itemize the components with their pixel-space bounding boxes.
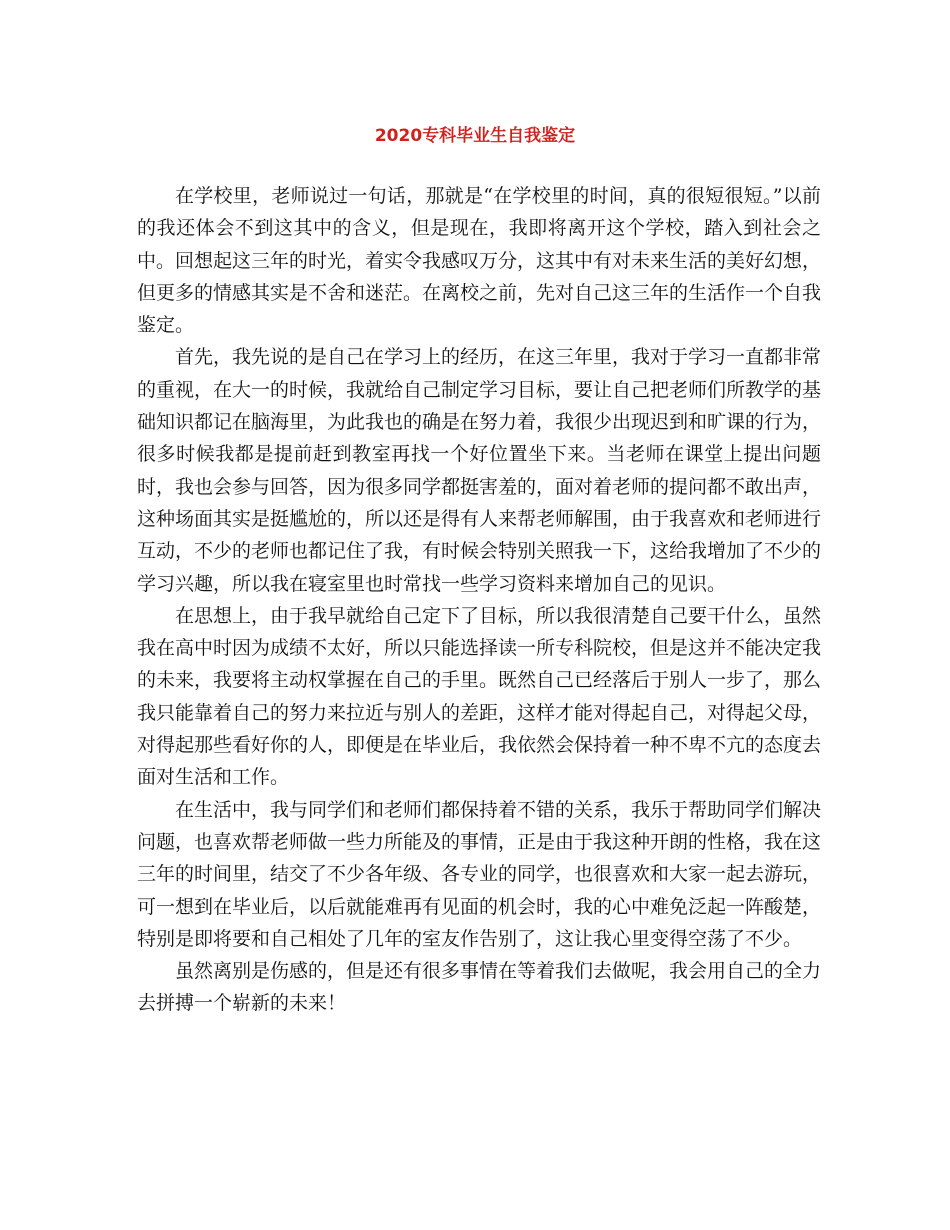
document-title: 2020专科毕业生自我鉴定 [374, 126, 576, 146]
document-body [137, 180, 821, 1020]
paragraph-intro: 在学校里，老师说过一句话，那就是“在学校里的时间，真的很短很短。”以前的我还体会不到这其中的含义，但是现在，我即将离开这个学校，踏入到社会之中。回想起这三年的时光，着实令我感叹万分，这其中有对未来生活的美好幻想，但更多的情感其实是不舍和迷茫。在离校之前，先对自己这三年的生活作一个自我鉴定。 [137, 185, 822, 337]
paragraph-conclusion: 虽然离别是伤感的，但是还有很多事情在等着我们去做呢，我会用自己的全力去拼搏一个崭新的未来！ [137, 960, 822, 1015]
paragraph-life: 在生活中，我与同学们和老师们都保持着不错的关系，我乐于帮助同学们解决问题，也喜欢帮老师做一些力所能及的事情，正是由于我这种开朗的性格，我在这三年的时间里，结交了不少各年级、各专业的同学，也很喜欢和大家一起去游玩，可一想到在毕业后，以后就能难再有见面的机会时，我的心中难免泛起一阵酸楚，特别是即将要和自己相处了几年的室友作告别了，这让我心里变得空荡了不少。 [137, 798, 822, 950]
paragraph-study: 首先，我先说的是自己在学习上的经历，在这三年里，我对于学习一直都非常的重视，在大一的时候，我就给自己制定学习目标，要让自己把老师们所教学的基础知识都记在脑海里，为此我也的确是在努力着，我很少出现迟到和旷课的行为，很多时候我都是提前赶到教室再找一个好位置坐下来。当老师在课堂上提出问题时，我也会参与回答，因为很多同学都挺害羞的，面对着老师的提问都不敢出声，这种场面其实是挺尴尬的，所以还是得有人来帮老师解围，由于我喜欢和老师进行互动，不少的老师也都记住了我，有时候会特别关照我一下，这给我增加了不少的学习兴趣，所以我在寝室里也时常找一些学习资料来增加自己的见识。 [137, 346, 822, 595]
paragraph-thought: 在思想上，由于我早就给自己定下了目标，所以我很清楚自己要干什么，虽然我在高中时因为成绩不太好，所以只能选择读一所专科院校，但是这并不能决定我的未来，我要将主动权掌握在自己的手里。既然自己已经落后于别人一步了，那么我只能靠着自己的努力来拉近与别人的差距，这样才能对得起自己，对得起父母，对得起那些看好你的人，即便是在毕业后，我依然会保持着一种不卑不亢的态度去面对生活和工作。 [137, 604, 822, 789]
